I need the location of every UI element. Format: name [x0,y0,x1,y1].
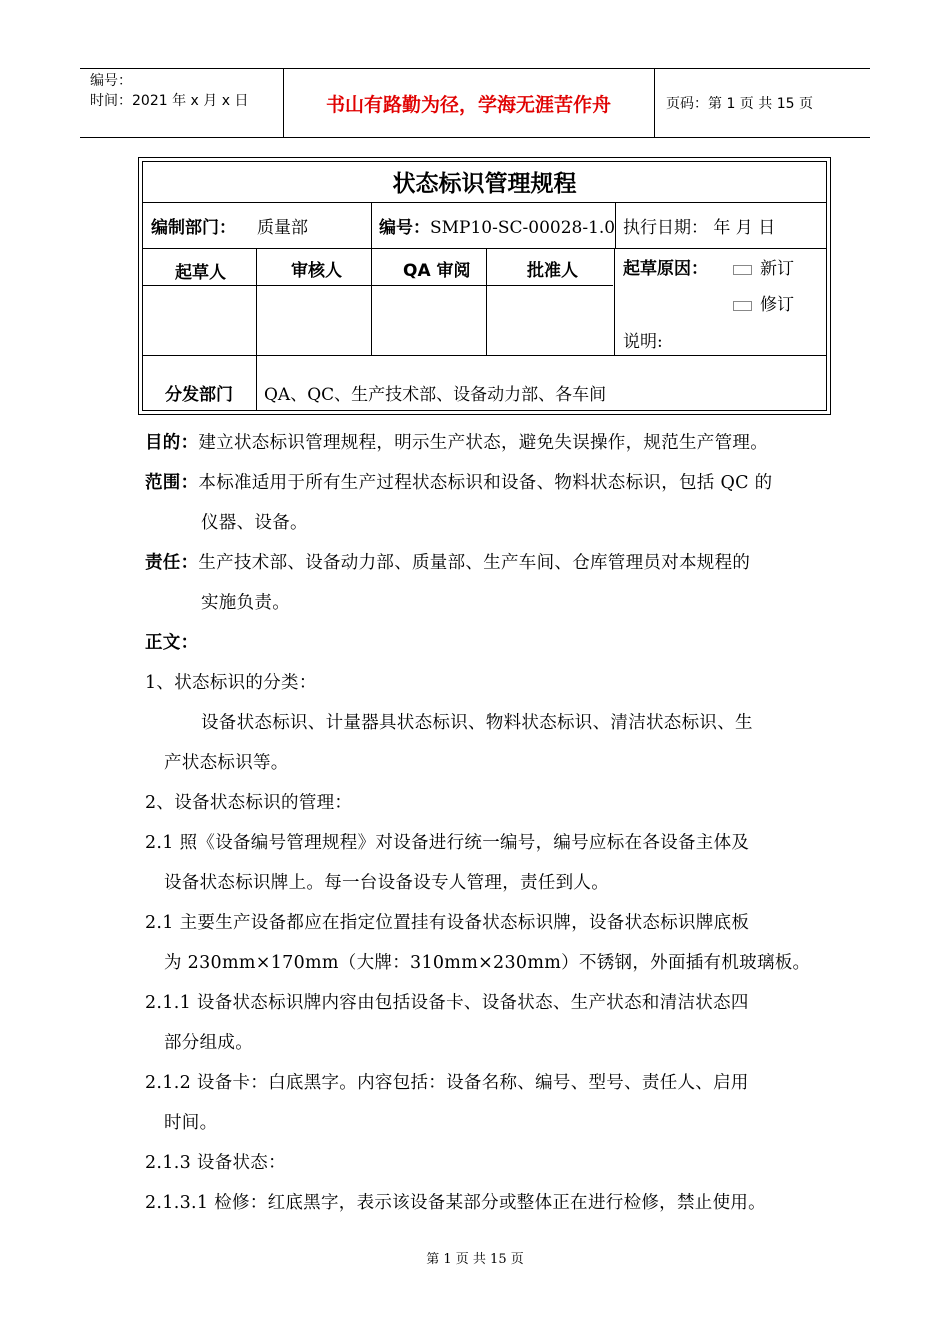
purpose-label: 目的： [145,433,199,453]
divider [615,202,616,248]
purpose-text: 建立状态标识管理规程，明示生产状态，避免失误操作，规范生产管理。 [198,433,769,453]
section-2-1a-cont: 设备状态标识牌上。每一台设备设专人管理，责任到人。 [164,873,609,893]
divider [371,202,372,248]
section-2-1a: 2.1 照《设备编号管理规程》对设备进行统一编号，编号应标在各设备主体及 [145,833,750,853]
divider [143,248,826,249]
resp-label: 责任： [145,553,199,573]
header-page-info: 页码：第 1 页 共 15 页 [666,96,813,112]
section-2-1-1-cont: 部分组成。 [164,1033,253,1053]
section-1-heading: 1、状态标识的分类： [145,673,317,693]
divider [143,355,826,356]
page-header [80,68,870,138]
code-value: SMP10-SC-00028-1.0 [430,218,616,238]
form-title: 状态标识管理规程 [392,171,577,197]
sop-form [138,157,831,415]
role-reviewer: 审核人 [291,261,342,281]
scope-label: 范围： [145,473,199,493]
divider [256,355,257,410]
section-2-1-2: 2.1.2 设备卡：白底黑字。内容包括：设备名称、编号、型号、责任人、启用 [145,1073,749,1093]
dept-label: 编制部门： [151,218,236,238]
code-label: 编号： [379,218,430,238]
scope-text-cont: 仪器、设备。 [201,513,308,533]
header-number: 编号： [90,73,132,89]
dist-label: 分发部门 [165,385,233,405]
reason-revise: 修订 [760,295,794,315]
scope-text: 本标准适用于所有生产过程状态标识和设备、物料状态标识，包括 QC 的 [198,473,773,493]
section-2-1-1: 2.1.1 设备状态标识牌内容由包括设备卡、设备状态、生产状态和清洁状态四 [145,993,749,1013]
checkbox-revise [733,301,752,311]
header-meta [90,71,248,111]
divider [256,248,257,355]
reason-label: 起草原因： [623,259,708,279]
dist-value: QA、QC、生产技术部、设备动力部、各车间 [264,385,607,405]
header-motto: 书山有路勤为径，学海无涯苦作舟 [325,93,611,116]
section-2-1b-cont: 为 230mm×170mm（大牌：310mm×230mm）不锈钢，外面插有机玻璃板。 [164,953,811,973]
section-1-body-cont: 产状态标识等。 [164,753,289,773]
note-label: 说明: [623,332,663,352]
header-date: 时间：2021 年 x 月 x 日 [90,93,249,109]
resp-text: 生产技术部、设备动力部、质量部、生产车间、仓库管理员对本规程的 [198,553,751,573]
section-2-1-3-1: 2.1.3.1 检修：红底黑字，表示该设备某部分或整体正在进行检修，禁止使用。 [145,1193,766,1213]
section-2-heading: 2、设备状态标识的管理： [145,793,353,813]
section-1-body: 设备状态标识、计量器具状态标识、物料状态标识、清洁状态标识、生 [201,713,753,733]
section-2-1-2-cont: 时间。 [164,1113,218,1133]
exec-date: 执行日期： 年 月 日 [623,218,776,238]
page-footer: 第 1 页 共 15 页 [426,1252,524,1267]
divider [371,248,372,355]
role-qa: QA 审阅 [403,261,471,281]
divider [614,248,615,355]
divider [143,202,826,203]
header-divider [654,69,655,137]
text-label: 正文： [145,633,199,653]
resp-text-cont: 实施负责。 [201,593,290,613]
divider [486,248,487,355]
section-2-1-3: 2.1.3 设备状态： [145,1153,286,1173]
divider [143,285,613,286]
role-approver: 批准人 [527,261,578,281]
section-2-1b: 2.1 主要生产设备都应在指定位置挂有设备状态标识牌，设备状态标识牌底板 [145,913,750,933]
checkbox-new [733,265,752,275]
reason-new: 新订 [760,259,794,279]
sop-form-inner [142,161,827,411]
dept-value: 质量部 [257,218,308,238]
role-drafter: 起草人 [175,263,226,283]
